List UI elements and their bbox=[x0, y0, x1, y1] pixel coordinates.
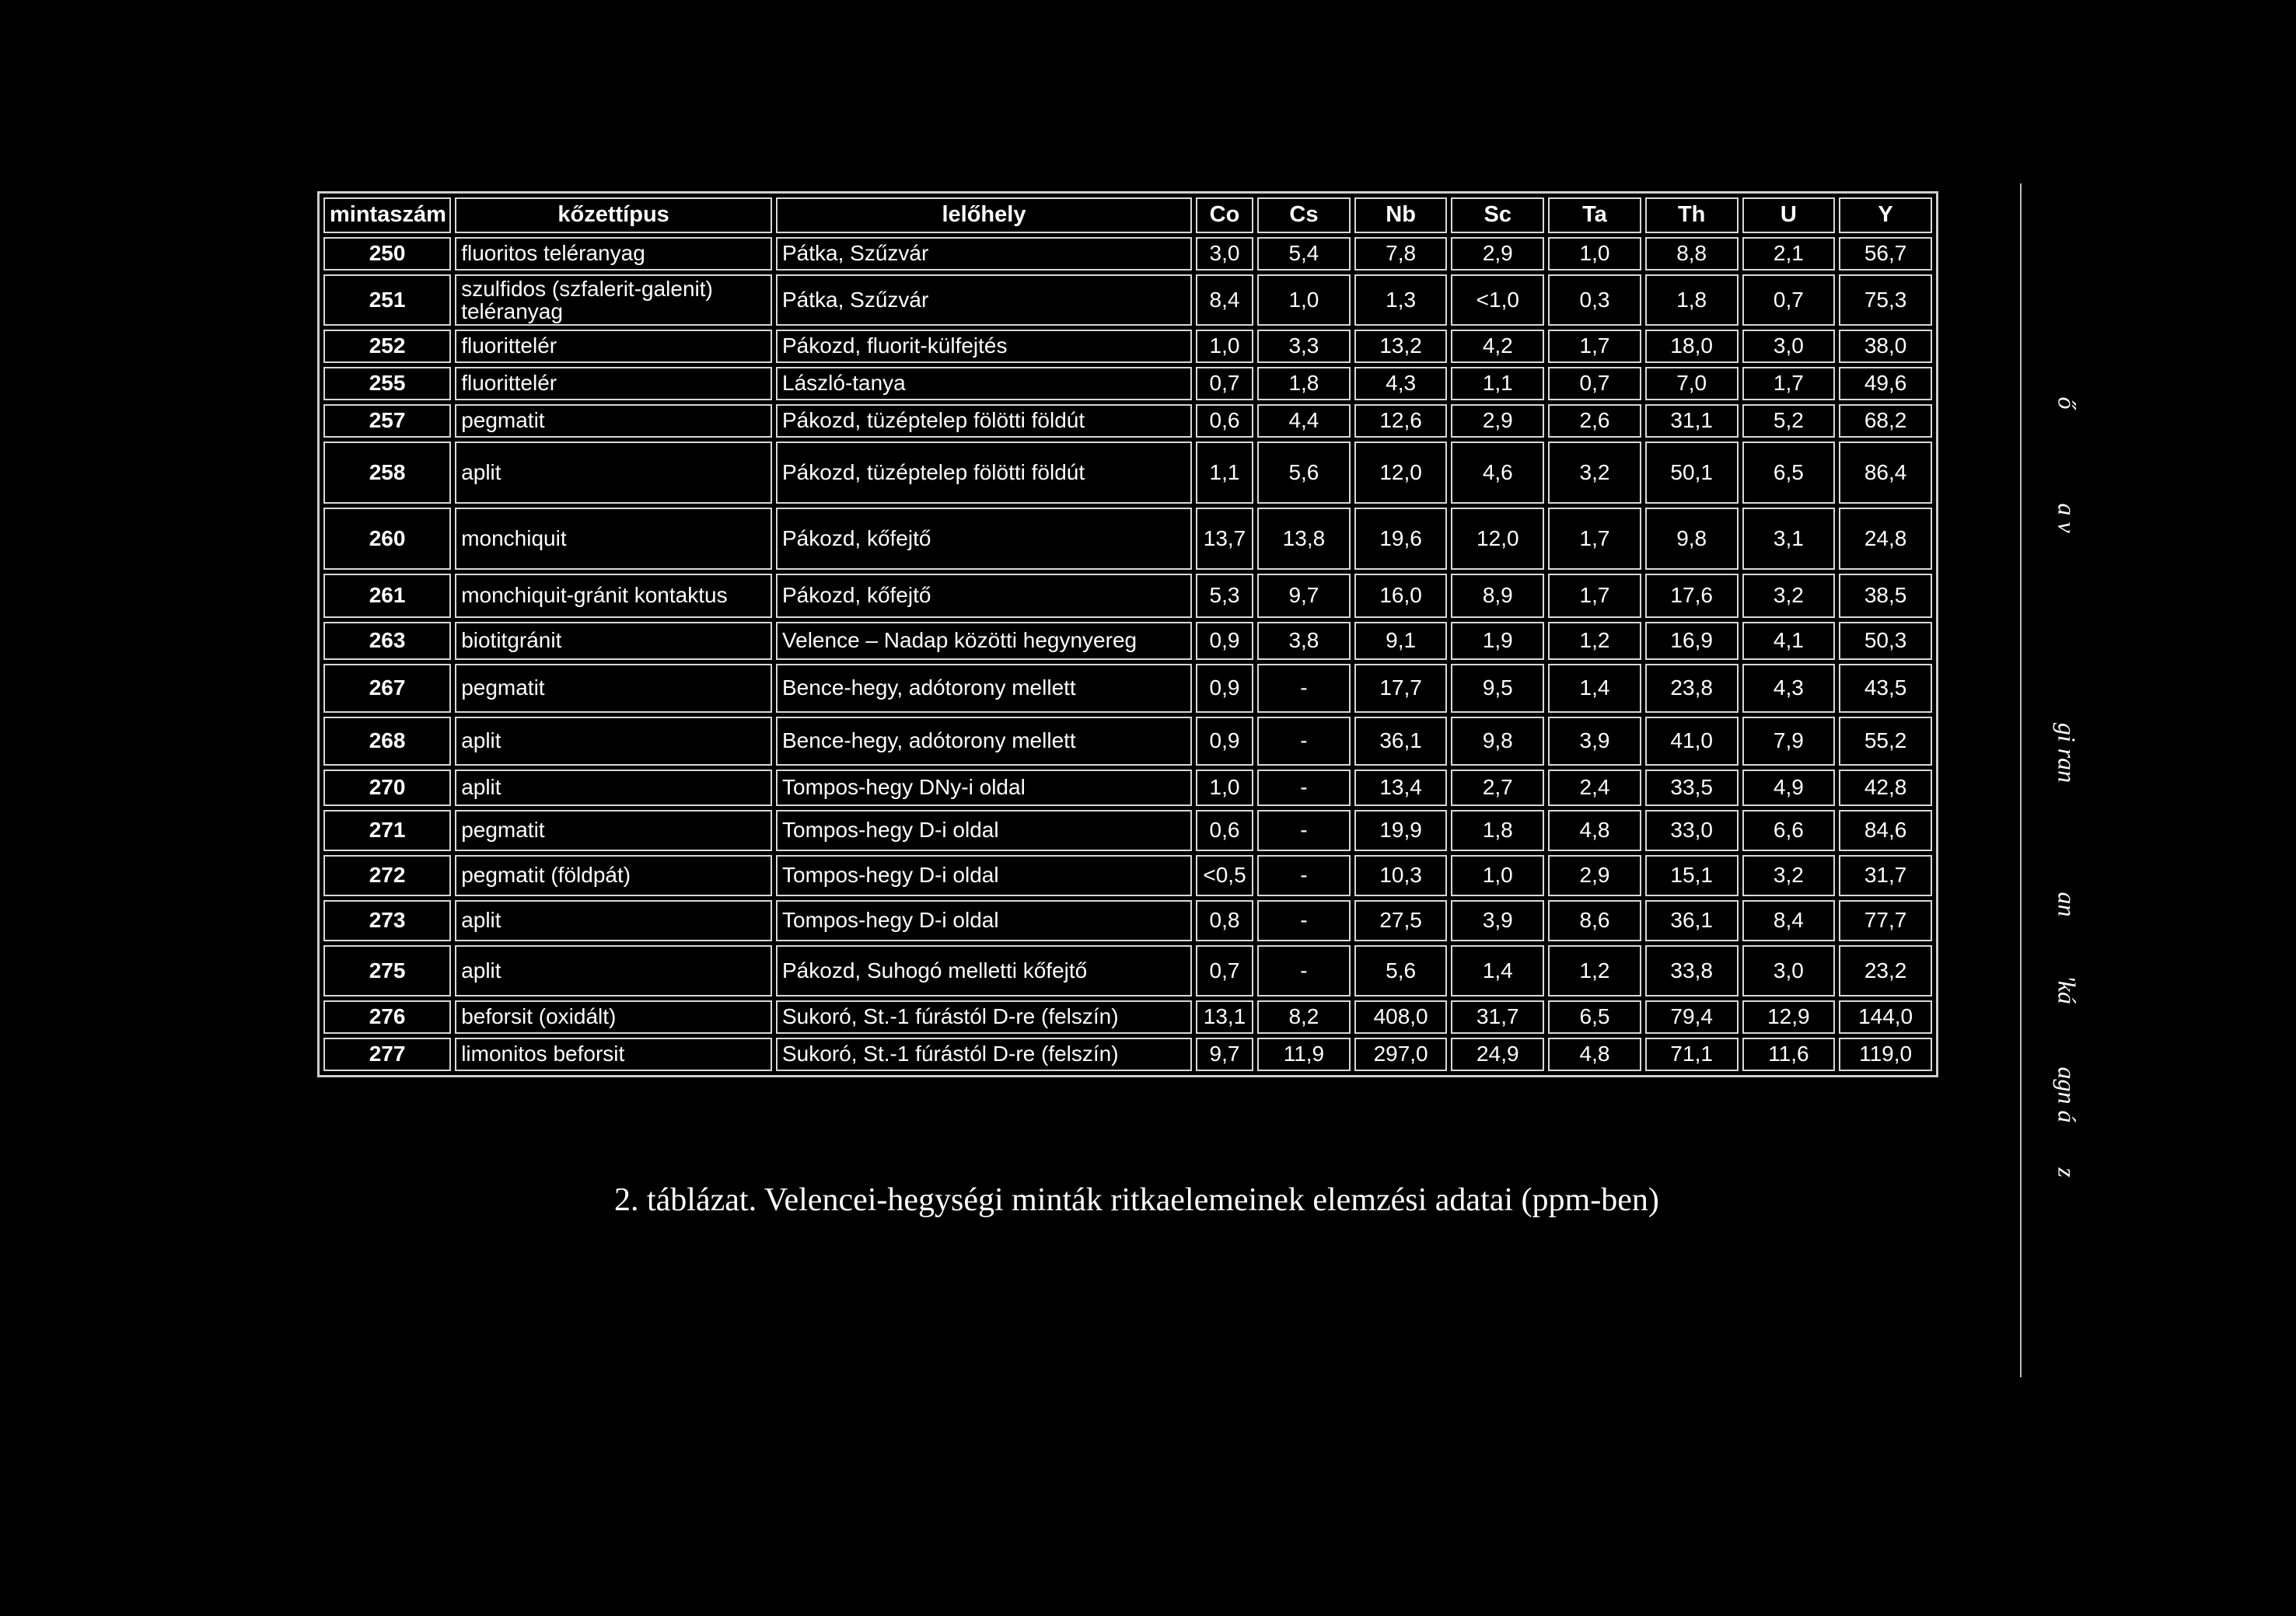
cell-ta: 0,7 bbox=[1548, 367, 1641, 400]
cell-cs: 3,3 bbox=[1257, 330, 1351, 363]
cell-location: Tompos-hegy D-i oldal bbox=[776, 900, 1192, 941]
cell-nb: 19,9 bbox=[1354, 810, 1448, 851]
cell-nb: 13,2 bbox=[1354, 330, 1448, 363]
cell-u: 11,6 bbox=[1742, 1038, 1836, 1071]
cell-nb: 4,3 bbox=[1354, 367, 1448, 400]
cell-rock-type: pegmatit bbox=[455, 810, 772, 851]
column-header-cs: Cs bbox=[1257, 197, 1351, 233]
column-header-th: Th bbox=[1645, 197, 1739, 233]
cell-nb: 7,8 bbox=[1354, 237, 1448, 270]
cell-nb: 12,0 bbox=[1354, 442, 1448, 504]
cell-rock-type: limonitos beforsit bbox=[455, 1038, 772, 1071]
column-header-rock-type: kőzettípus bbox=[455, 197, 772, 233]
cell-sc: 2,7 bbox=[1451, 770, 1544, 806]
cell-u: 4,3 bbox=[1742, 664, 1836, 713]
cell-cs: - bbox=[1257, 855, 1351, 896]
cell-co: 1,0 bbox=[1196, 330, 1253, 363]
cell-cs: 5,6 bbox=[1257, 442, 1351, 504]
cell-y: 38,0 bbox=[1839, 330, 1932, 363]
table-row bbox=[323, 945, 1932, 996]
column-header-nb: Nb bbox=[1354, 197, 1448, 233]
cell-sample-number: 273 bbox=[323, 900, 451, 941]
cell-co: 0,8 bbox=[1196, 900, 1253, 941]
cell-rock-type: szulfidos (szfalerit-galenit) teléranyag bbox=[455, 274, 772, 326]
cell-y: 56,7 bbox=[1839, 237, 1932, 270]
cell-ta: 1,7 bbox=[1548, 330, 1641, 363]
cell-y: 77,7 bbox=[1839, 900, 1932, 941]
cell-nb: 17,7 bbox=[1354, 664, 1448, 713]
cell-u: 3,0 bbox=[1742, 330, 1836, 363]
cell-nb: 5,6 bbox=[1354, 945, 1448, 996]
cell-th: 18,0 bbox=[1645, 330, 1739, 363]
cell-nb: 16,0 bbox=[1354, 574, 1448, 618]
cell-th: 16,9 bbox=[1645, 622, 1739, 660]
cell-sample-number: 251 bbox=[323, 274, 451, 326]
cell-ta: 3,2 bbox=[1548, 442, 1641, 504]
cell-co: 8,4 bbox=[1196, 274, 1253, 326]
cell-rock-type: fluorittelér bbox=[455, 330, 772, 363]
cell-th: 17,6 bbox=[1645, 574, 1739, 618]
cell-nb: 297,0 bbox=[1354, 1038, 1448, 1071]
column-header-co: Co bbox=[1196, 197, 1253, 233]
cell-sc: <1,0 bbox=[1451, 274, 1544, 326]
cell-sample-number: 250 bbox=[323, 237, 451, 270]
table-row bbox=[323, 664, 1932, 713]
cell-ta: 6,5 bbox=[1548, 1000, 1641, 1034]
table-row bbox=[323, 274, 1932, 326]
cell-sample-number: 275 bbox=[323, 945, 451, 996]
cell-cs: 9,7 bbox=[1257, 574, 1351, 618]
cell-sample-number: 263 bbox=[323, 622, 451, 660]
column-header-ta: Ta bbox=[1548, 197, 1641, 233]
cell-u: 3,1 bbox=[1742, 508, 1836, 570]
cell-ta: 4,8 bbox=[1548, 810, 1641, 851]
cell-location: Pákozd, Suhogó melletti kőfejtő bbox=[776, 945, 1192, 996]
cell-cs: - bbox=[1257, 717, 1351, 766]
cell-location: Pákozd, tüzéptelep fölötti földút bbox=[776, 442, 1192, 504]
cell-cs: 3,8 bbox=[1257, 622, 1351, 660]
cell-ta: 2,6 bbox=[1548, 404, 1641, 438]
cell-location: Pátka, Szűzvár bbox=[776, 237, 1192, 270]
side-text-fragment: a v bbox=[2053, 503, 2081, 533]
cell-sc: 1,4 bbox=[1451, 945, 1544, 996]
cell-co: 1,1 bbox=[1196, 442, 1253, 504]
side-text-fragment: ő bbox=[2053, 396, 2081, 410]
cell-sample-number: 255 bbox=[323, 367, 451, 400]
cell-y: 31,7 bbox=[1839, 855, 1932, 896]
table-row bbox=[323, 1000, 1932, 1034]
cell-u: 4,1 bbox=[1742, 622, 1836, 660]
side-text-fragment: z bbox=[2053, 1167, 2081, 1178]
cell-sample-number: 268 bbox=[323, 717, 451, 766]
cell-nb: 10,3 bbox=[1354, 855, 1448, 896]
rare-element-table bbox=[317, 191, 1938, 1077]
table-row bbox=[323, 810, 1932, 851]
cell-rock-type: aplit bbox=[455, 770, 772, 806]
cell-u: 8,4 bbox=[1742, 900, 1836, 941]
cell-u: 7,9 bbox=[1742, 717, 1836, 766]
cell-sample-number: 272 bbox=[323, 855, 451, 896]
cell-co: 0,9 bbox=[1196, 622, 1253, 660]
cell-sample-number: 260 bbox=[323, 508, 451, 570]
cell-nb: 27,5 bbox=[1354, 900, 1448, 941]
cell-sc: 2,9 bbox=[1451, 404, 1544, 438]
column-header-sc: Sc bbox=[1451, 197, 1544, 233]
cell-sample-number: 277 bbox=[323, 1038, 451, 1071]
cell-th: 9,8 bbox=[1645, 508, 1739, 570]
cell-location: Tompos-hegy D-i oldal bbox=[776, 855, 1192, 896]
cell-sc: 4,2 bbox=[1451, 330, 1544, 363]
side-text-fragment: 'ká bbox=[2053, 975, 2081, 1005]
cell-sc: 1,0 bbox=[1451, 855, 1544, 896]
cell-y: 43,5 bbox=[1839, 664, 1932, 713]
cell-th: 33,5 bbox=[1645, 770, 1739, 806]
cell-sample-number: 257 bbox=[323, 404, 451, 438]
cell-cs: 5,4 bbox=[1257, 237, 1351, 270]
cell-ta: 1,7 bbox=[1548, 574, 1641, 618]
table-row bbox=[323, 237, 1932, 270]
cell-ta: 1,4 bbox=[1548, 664, 1641, 713]
cell-location: Pákozd, kőfejtő bbox=[776, 508, 1192, 570]
cell-sc: 9,5 bbox=[1451, 664, 1544, 713]
cell-co: <0,5 bbox=[1196, 855, 1253, 896]
cell-location: Tompos-hegy DNy-i oldal bbox=[776, 770, 1192, 806]
cell-sc: 1,9 bbox=[1451, 622, 1544, 660]
cell-sc: 9,8 bbox=[1451, 717, 1544, 766]
cell-ta: 1,2 bbox=[1548, 622, 1641, 660]
cell-sample-number: 276 bbox=[323, 1000, 451, 1034]
cell-rock-type: beforsit (oxidált) bbox=[455, 1000, 772, 1034]
table-body bbox=[323, 237, 1932, 1071]
cell-location: Sukoró, St.-1 fúrástól D-re (felszín) bbox=[776, 1000, 1192, 1034]
cell-cs: 8,2 bbox=[1257, 1000, 1351, 1034]
cell-th: 79,4 bbox=[1645, 1000, 1739, 1034]
cell-rock-type: aplit bbox=[455, 717, 772, 766]
cell-ta: 8,6 bbox=[1548, 900, 1641, 941]
cell-u: 6,6 bbox=[1742, 810, 1836, 851]
cell-co: 0,7 bbox=[1196, 945, 1253, 996]
cell-sc: 2,9 bbox=[1451, 237, 1544, 270]
table-row bbox=[323, 442, 1932, 504]
table-header-row bbox=[323, 197, 1932, 233]
cell-cs: 11,9 bbox=[1257, 1038, 1351, 1071]
cell-ta: 2,4 bbox=[1548, 770, 1641, 806]
cell-u: 1,7 bbox=[1742, 367, 1836, 400]
cell-nb: 19,6 bbox=[1354, 508, 1448, 570]
cell-sample-number: 258 bbox=[323, 442, 451, 504]
cell-u: 6,5 bbox=[1742, 442, 1836, 504]
side-text-fragment: agn á bbox=[2053, 1066, 2081, 1123]
cell-co: 0,6 bbox=[1196, 404, 1253, 438]
table-row bbox=[323, 717, 1932, 766]
cell-ta: 4,8 bbox=[1548, 1038, 1641, 1071]
cell-cs: - bbox=[1257, 664, 1351, 713]
cell-cs: - bbox=[1257, 770, 1351, 806]
cell-nb: 13,4 bbox=[1354, 770, 1448, 806]
cell-rock-type: biotitgránit bbox=[455, 622, 772, 660]
cell-cs: 13,8 bbox=[1257, 508, 1351, 570]
cell-co: 9,7 bbox=[1196, 1038, 1253, 1071]
cell-ta: 1,7 bbox=[1548, 508, 1641, 570]
cell-y: 50,3 bbox=[1839, 622, 1932, 660]
cell-location: Tompos-hegy D-i oldal bbox=[776, 810, 1192, 851]
cell-co: 0,6 bbox=[1196, 810, 1253, 851]
cell-th: 33,8 bbox=[1645, 945, 1739, 996]
cell-location: Velence – Nadap közötti hegynyereg bbox=[776, 622, 1192, 660]
table-row bbox=[323, 404, 1932, 438]
cell-rock-type: aplit bbox=[455, 900, 772, 941]
cell-location: Pátka, Szűzvár bbox=[776, 274, 1192, 326]
cell-ta: 1,2 bbox=[1548, 945, 1641, 996]
table-row bbox=[323, 770, 1932, 806]
cell-co: 3,0 bbox=[1196, 237, 1253, 270]
cell-co: 13,7 bbox=[1196, 508, 1253, 570]
cell-th: 8,8 bbox=[1645, 237, 1739, 270]
cell-th: 50,1 bbox=[1645, 442, 1739, 504]
column-header-location: lelőhely bbox=[776, 197, 1192, 233]
cell-rock-type: aplit bbox=[455, 945, 772, 996]
cell-u: 2,1 bbox=[1742, 237, 1836, 270]
table-row bbox=[323, 855, 1932, 896]
side-text-fragment: an bbox=[2053, 892, 2081, 917]
column-header-y: Y bbox=[1839, 197, 1932, 233]
cell-rock-type: monchiquit-gránit kontaktus bbox=[455, 574, 772, 618]
cell-rock-type: aplit bbox=[455, 442, 772, 504]
cell-y: 84,6 bbox=[1839, 810, 1932, 851]
cell-y: 38,5 bbox=[1839, 574, 1932, 618]
cell-co: 0,7 bbox=[1196, 367, 1253, 400]
table-row bbox=[323, 330, 1932, 363]
cell-location: László-tanya bbox=[776, 367, 1192, 400]
cell-location: Sukoró, St.-1 fúrástól D-re (felszín) bbox=[776, 1038, 1192, 1071]
cell-th: 36,1 bbox=[1645, 900, 1739, 941]
cell-y: 49,6 bbox=[1839, 367, 1932, 400]
cell-cs: 4,4 bbox=[1257, 404, 1351, 438]
cell-th: 1,8 bbox=[1645, 274, 1739, 326]
cell-co: 0,9 bbox=[1196, 664, 1253, 713]
cell-sc: 31,7 bbox=[1451, 1000, 1544, 1034]
cell-sample-number: 261 bbox=[323, 574, 451, 618]
cell-nb: 1,3 bbox=[1354, 274, 1448, 326]
cell-sc: 4,6 bbox=[1451, 442, 1544, 504]
cell-rock-type: pegmatit (földpát) bbox=[455, 855, 772, 896]
cell-ta: 2,9 bbox=[1548, 855, 1641, 896]
cell-sc: 1,8 bbox=[1451, 810, 1544, 851]
table-caption: 2. táblázat. Velencei-hegységi minták ritkaelemeinek elemzési adatai (ppm-ben) bbox=[614, 1182, 1659, 1218]
cell-nb: 9,1 bbox=[1354, 622, 1448, 660]
cell-sample-number: 271 bbox=[323, 810, 451, 851]
cell-y: 119,0 bbox=[1839, 1038, 1932, 1071]
side-divider-line bbox=[2020, 183, 2022, 1377]
cell-y: 23,2 bbox=[1839, 945, 1932, 996]
cell-rock-type: fluorittelér bbox=[455, 367, 772, 400]
cell-nb: 36,1 bbox=[1354, 717, 1448, 766]
table-row bbox=[323, 367, 1932, 400]
cell-sc: 1,1 bbox=[1451, 367, 1544, 400]
cell-u: 3,2 bbox=[1742, 574, 1836, 618]
cell-cs: - bbox=[1257, 900, 1351, 941]
cell-sc: 12,0 bbox=[1451, 508, 1544, 570]
cell-ta: 3,9 bbox=[1548, 717, 1641, 766]
cell-rock-type: monchiquit bbox=[455, 508, 772, 570]
cell-rock-type: pegmatit bbox=[455, 404, 772, 438]
cell-y: 144,0 bbox=[1839, 1000, 1932, 1034]
cell-location: Pákozd, fluorit-külfejtés bbox=[776, 330, 1192, 363]
cell-th: 7,0 bbox=[1645, 367, 1739, 400]
cell-sample-number: 267 bbox=[323, 664, 451, 713]
cell-y: 42,8 bbox=[1839, 770, 1932, 806]
table-row bbox=[323, 574, 1932, 618]
cell-cs: 1,8 bbox=[1257, 367, 1351, 400]
cell-ta: 1,0 bbox=[1548, 237, 1641, 270]
cell-location: Pákozd, kőfejtő bbox=[776, 574, 1192, 618]
cell-nb: 408,0 bbox=[1354, 1000, 1448, 1034]
cell-y: 55,2 bbox=[1839, 717, 1932, 766]
cell-u: 4,9 bbox=[1742, 770, 1836, 806]
cell-location: Pákozd, tüzéptelep fölötti földút bbox=[776, 404, 1192, 438]
cell-rock-type: fluoritos teléranyag bbox=[455, 237, 772, 270]
table-row bbox=[323, 1038, 1932, 1071]
cell-sc: 8,9 bbox=[1451, 574, 1544, 618]
cell-co: 0,9 bbox=[1196, 717, 1253, 766]
column-header-u: U bbox=[1742, 197, 1836, 233]
cell-ta: 0,3 bbox=[1548, 274, 1641, 326]
cell-sc: 3,9 bbox=[1451, 900, 1544, 941]
cell-rock-type: pegmatit bbox=[455, 664, 772, 713]
column-header-sample-number: mintaszám bbox=[323, 197, 451, 233]
cell-nb: 12,6 bbox=[1354, 404, 1448, 438]
cell-u: 3,0 bbox=[1742, 945, 1836, 996]
table-row bbox=[323, 622, 1932, 660]
cell-sc: 24,9 bbox=[1451, 1038, 1544, 1071]
table-row bbox=[323, 508, 1932, 570]
side-text-fragment: gi ran bbox=[2053, 722, 2081, 784]
cell-cs: - bbox=[1257, 945, 1351, 996]
cell-u: 5,2 bbox=[1742, 404, 1836, 438]
cell-cs: 1,0 bbox=[1257, 274, 1351, 326]
cell-th: 23,8 bbox=[1645, 664, 1739, 713]
table-row bbox=[323, 900, 1932, 941]
cell-location: Bence-hegy, adótorony mellett bbox=[776, 664, 1192, 713]
cell-co: 13,1 bbox=[1196, 1000, 1253, 1034]
cell-location: Bence-hegy, adótorony mellett bbox=[776, 717, 1192, 766]
cell-sample-number: 252 bbox=[323, 330, 451, 363]
cell-y: 86,4 bbox=[1839, 442, 1932, 504]
cell-y: 24,8 bbox=[1839, 508, 1932, 570]
cell-y: 68,2 bbox=[1839, 404, 1932, 438]
cell-cs: - bbox=[1257, 810, 1351, 851]
cell-sample-number: 270 bbox=[323, 770, 451, 806]
cell-th: 71,1 bbox=[1645, 1038, 1739, 1071]
cell-y: 75,3 bbox=[1839, 274, 1932, 326]
cell-th: 33,0 bbox=[1645, 810, 1739, 851]
cell-co: 1,0 bbox=[1196, 770, 1253, 806]
cell-u: 3,2 bbox=[1742, 855, 1836, 896]
cell-u: 0,7 bbox=[1742, 274, 1836, 326]
cell-th: 41,0 bbox=[1645, 717, 1739, 766]
cell-th: 15,1 bbox=[1645, 855, 1739, 896]
cell-co: 5,3 bbox=[1196, 574, 1253, 618]
cell-u: 12,9 bbox=[1742, 1000, 1836, 1034]
cell-th: 31,1 bbox=[1645, 404, 1739, 438]
